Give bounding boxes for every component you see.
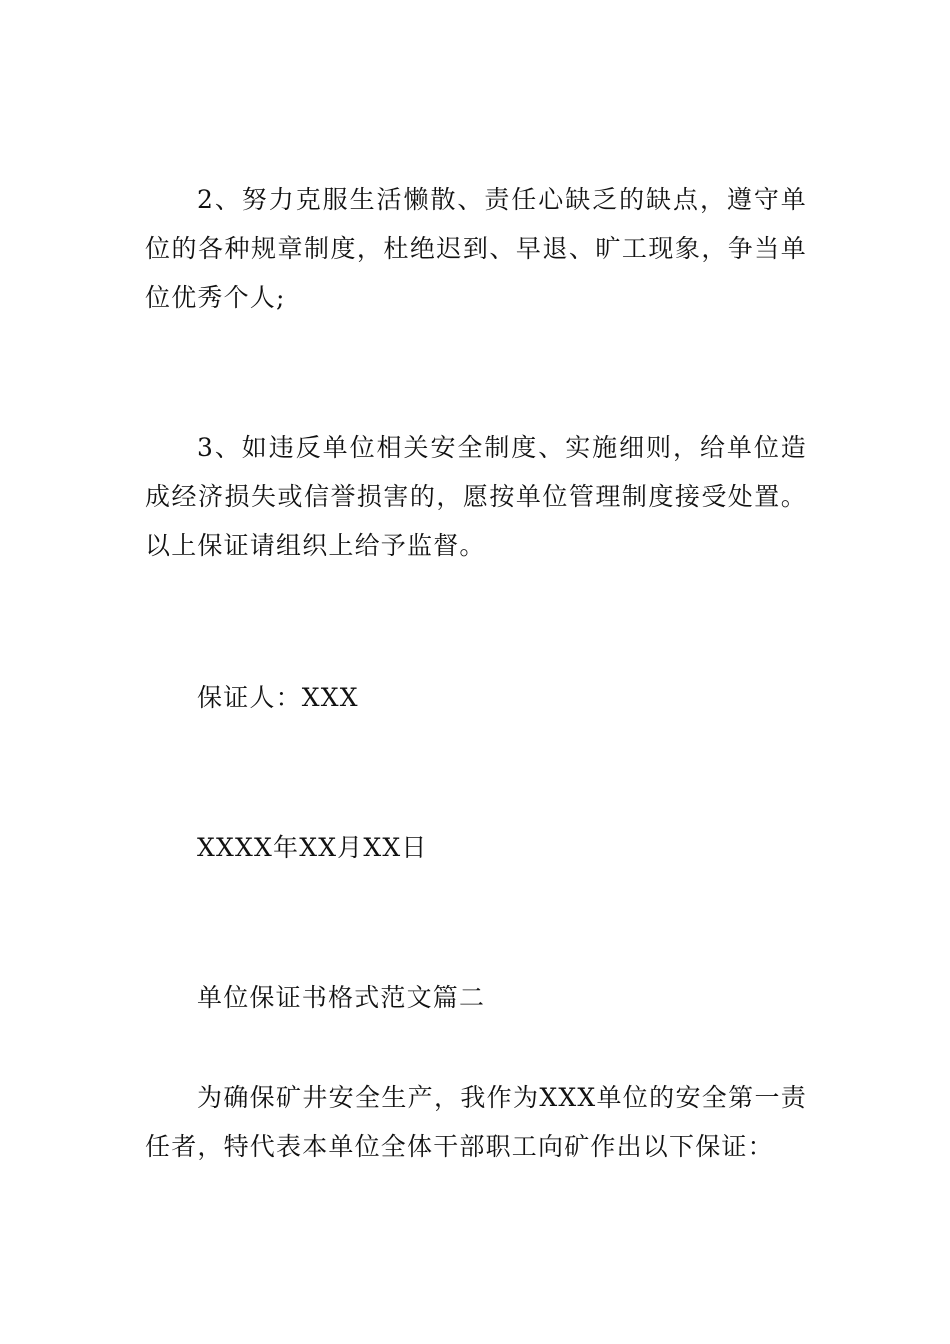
section-heading: 单位保证书格式范文篇二 — [197, 983, 486, 1012]
date-line: XXXX年XX月XX日 — [197, 833, 428, 862]
intro-paragraph: 为确保矿井安全生产，我作为XXX单位的安全第一责任者，特代表本单位全体干部职工向矿作出以下保证： — [145, 1083, 807, 1161]
guarantor-line: 保证人：XXX — [197, 683, 359, 712]
paragraph-item-2: 2、努力克服生活懒散、责任心缺乏的缺点，遵守单位的各种规章制度，杜绝迟到、早退、旷工现象，争当单位优秀个人; — [145, 185, 807, 312]
paragraph-item-3: 3、如违反单位相关安全制度、实施细则，给单位造成经济损失或信誉损害的，愿按单位管理制度接受处置。 以上保证请组织上给予监督。 — [145, 433, 807, 560]
